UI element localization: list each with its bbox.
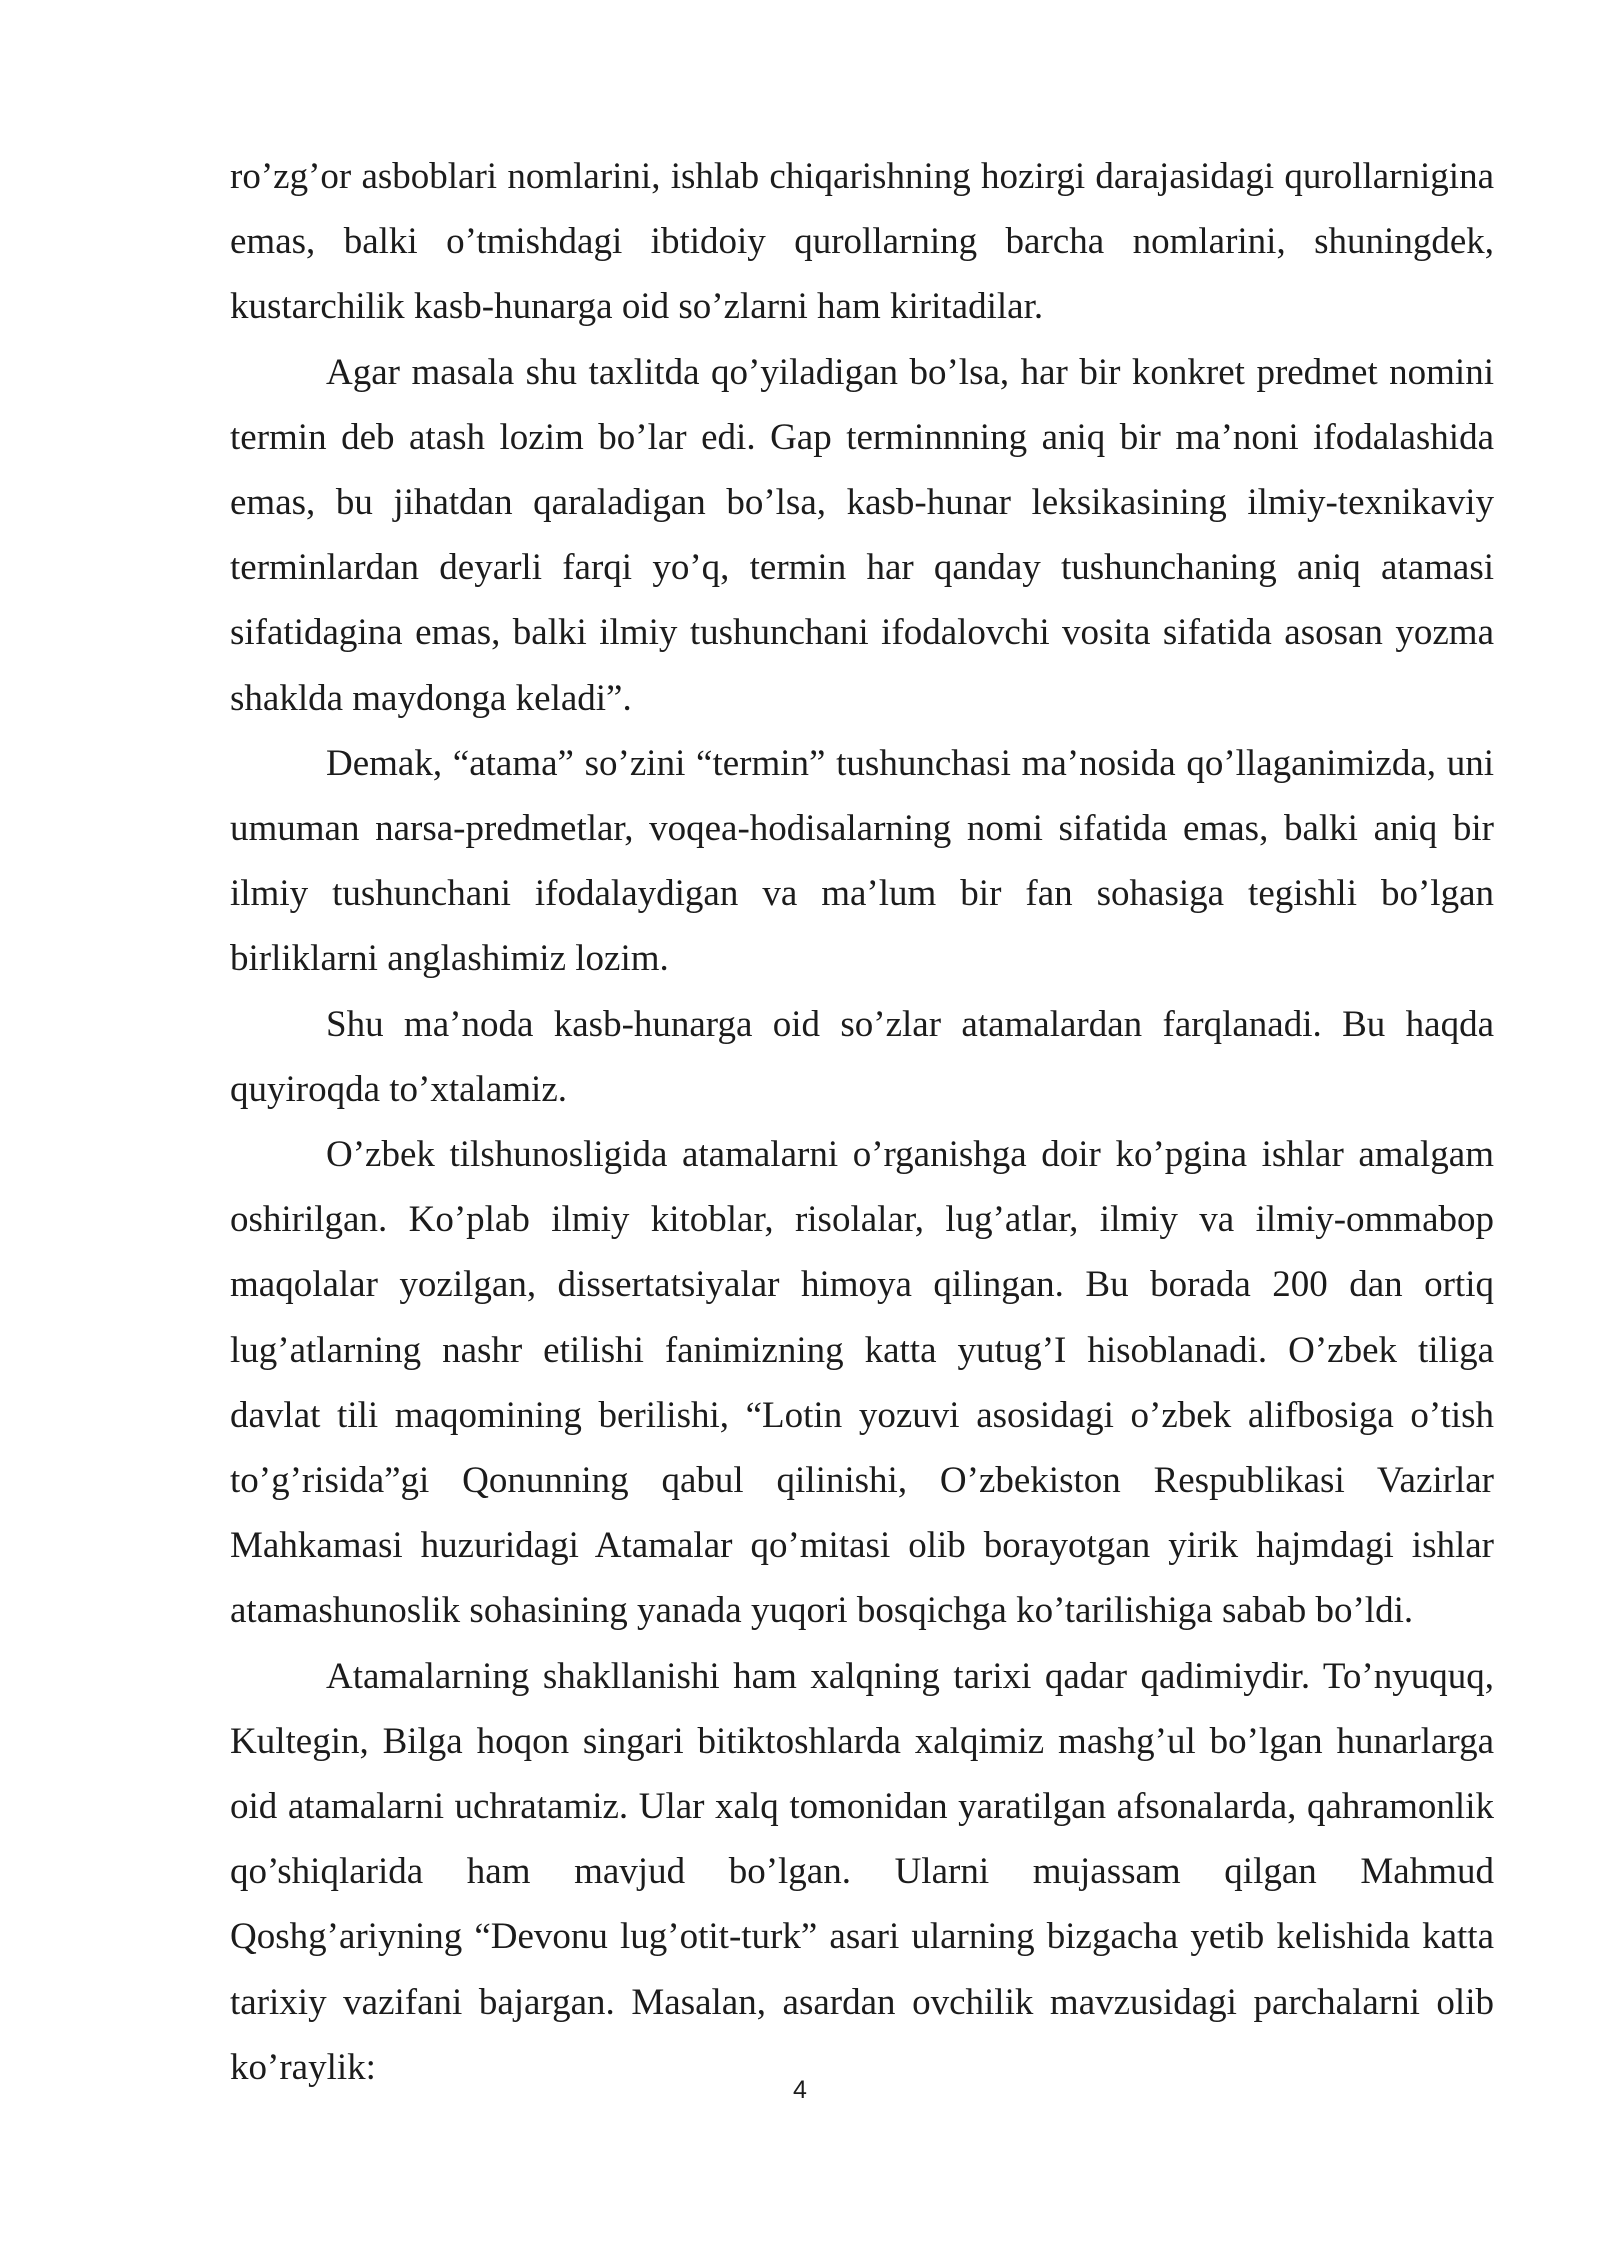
- paragraph-3: Demak, “atama” so’zini “termin” tushunchasi ma’nosida qo’llaganimizda, uni umuman narsa-predmetlar, voqea-hodisalarning nomi sifatida emas, balki aniq bir ilmiy tushunchani ifodalaydigan va ma’lum bir fan sohasiga tegishli bo’lgan birliklarni anglashimiz lozim.: [230, 742, 1494, 980]
- paragraph-1: ro’zg’or asboblari nomlarini, ishlab chiqarishning hozirgi darajasidagi qurollarnigina emas, balki o’tmishdagi ibtidoiy qurollarning barcha nomlarini, shuningdek, kustarchilik kasb-hunarga oid so’zlarni ham kiritadilar.: [230, 156, 1494, 328]
- paragraph-6: Atamalarning shakllanishi ham xalqning tarixi qadar qadimiydir. To’nyuquq, Kultegin, Bilga hoqon singari bitiktoshlarda xalqimiz mashg’ul bo’lgan hunarlarga oid atamalarni uchratamiz. Ular xalq tomonidan yaratilgan afsonalarda, qahramonlik qo’shiqlarida ham mavjud bo’lgan. Ularni mujassam qilgan Mahmud Qoshg’ariyning “Devonu lug’otit-turk” asari ularning bizgacha yetib kelishida katta tarixiy vazifani bajargan. Masalan, asardan ovchilik mavzusidagi parchalarni olib ko’raylik:: [230, 1655, 1494, 2088]
- paragraph-5: O’zbek tilshunosligida atamalarni o’rganishga doir ko’pgina ishlar amalgam oshirilgan. Ko’plab ilmiy kitoblar, risolalar, lug’atlar, ilmiy va ilmiy-ommabop maqolalar yozilgan, dissertatsiyalar himoya qilingan. Bu borada 200 dan ortiq lug’atlarning nashr etilishi fanimizning katta yutug’I hisoblanadi. O’zbek tiliga davlat tili maqomining berilishi, “Lotin yozuvi asosidagi o’zbek alifbosiga o’tish to’g’risida”gi Qonunning qabul qilinishi, O’zbekiston Respublikasi Vazirlar Mahkamasi huzuridagi Atamalar qo’mitasi olib borayotgan yirik hajmdagi ishlar atamashunoslik sohasining yanada yuqori bosqichga ko’tarilishiga sabab bo’ldi.: [230, 1134, 1494, 1632]
- paragraph-4: Shu ma’noda kasb-hunarga oid so’zlar atamalardan farqlanadi. Bu haqda quyiroqda to’xtalamiz.: [230, 1003, 1494, 1110]
- body-text: [230, 144, 1494, 2100]
- paragraph-2: Agar masala shu taxlitda qo’yiladigan bo’lsa, har bir konkret predmet nomini termin deb atash lozim bo’lar edi. Gap terminnning aniq bir ma’noni ifodalashida emas, bu jihatdan qaraladigan bo’lsa, kasb-hunar leksikasining ilmiy-texnikaviy terminlardan deyarli farqi yo’q, termin har qanday tushunchaning aniq atamasi sifatidagina emas, balki ilmiy tushunchani ifodalovchi vosita sifatida asosan yozma shaklda maydonga keladi”.: [230, 351, 1494, 719]
- page-number: 4: [793, 2076, 807, 2104]
